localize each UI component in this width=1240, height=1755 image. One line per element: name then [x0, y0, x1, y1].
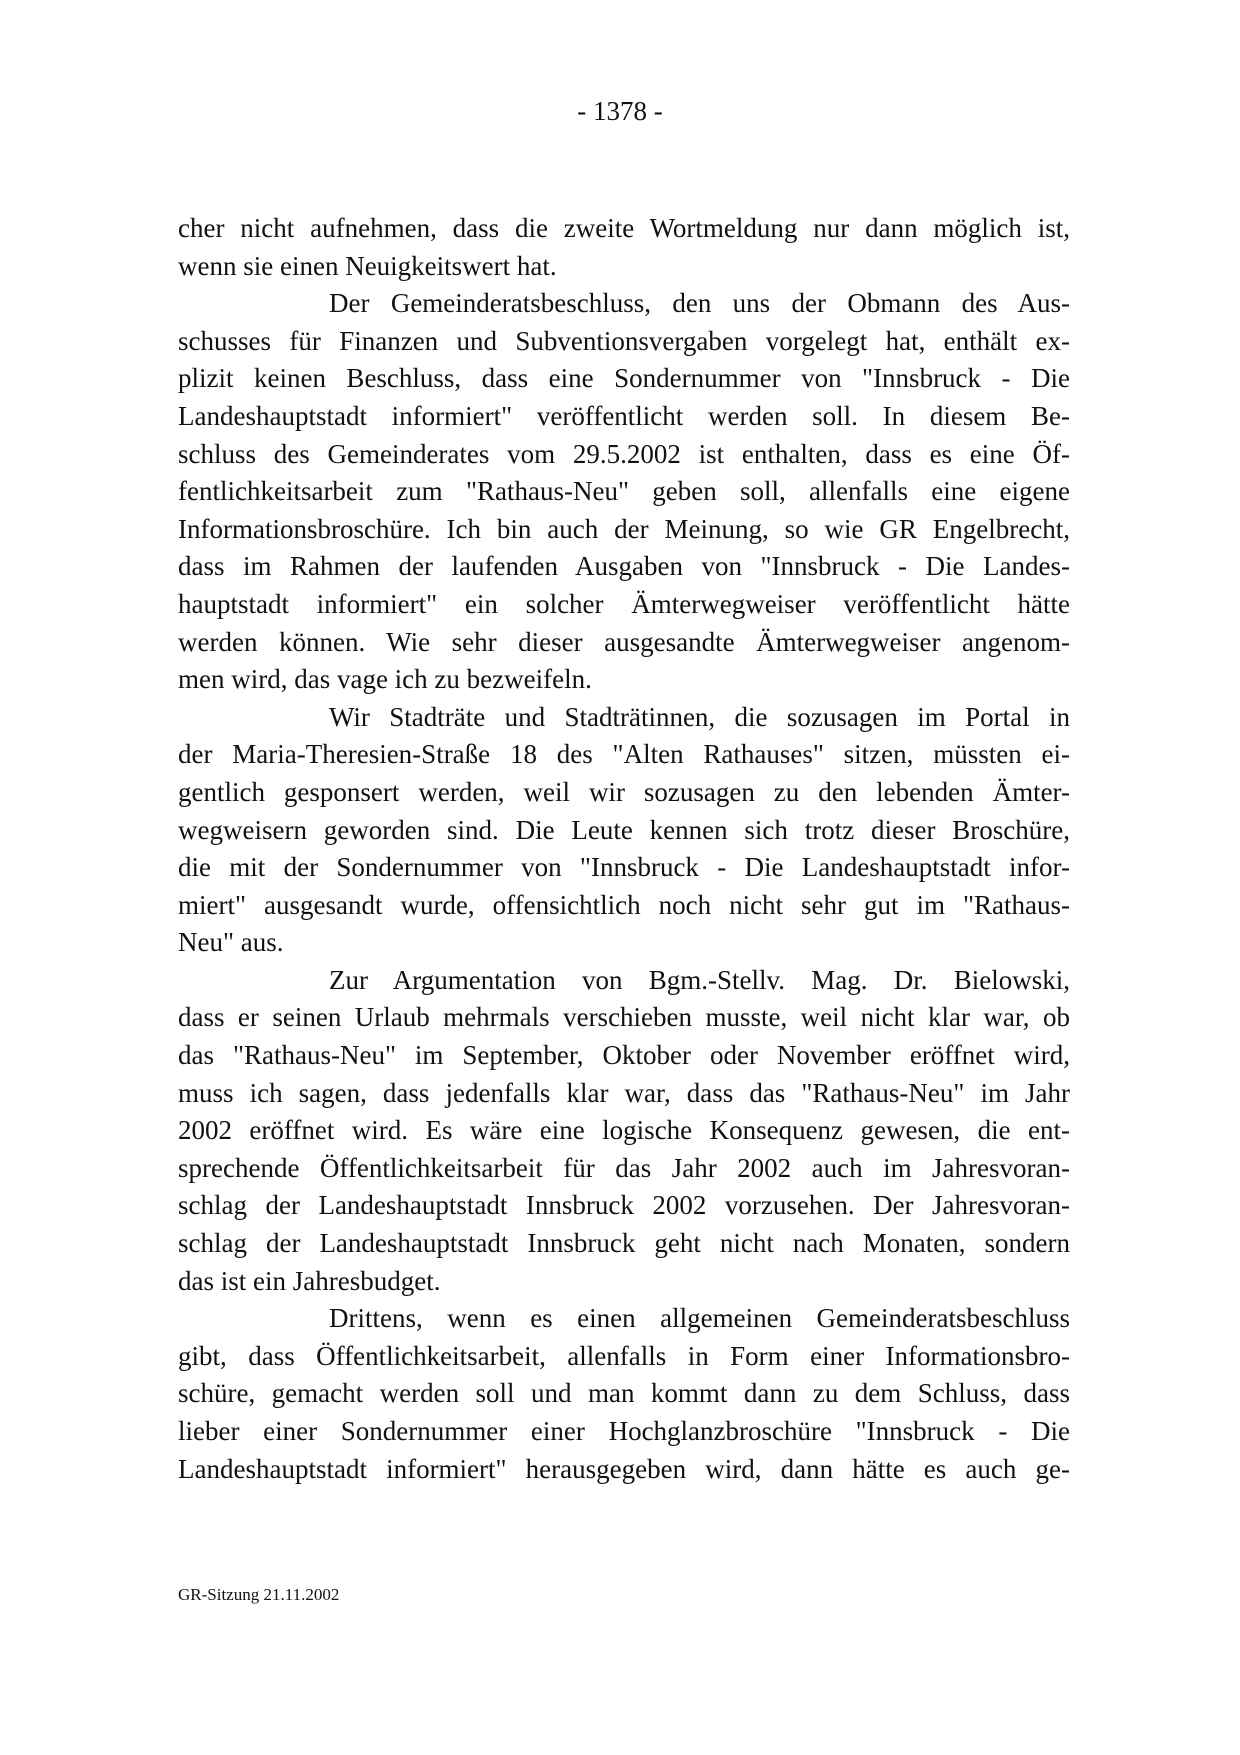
text-line: Neu" aus.: [178, 927, 284, 958]
text-line: schusses für Finanzen und Subventionsvergaben vorgelegt hat, enthält ex-: [178, 325, 1070, 356]
text-line: schluss des Gemeinderates vom 29.5.2002 ist enthalten, dass es eine Öf-: [178, 438, 1070, 469]
text-line: miert" ausgesandt wurde, offensichtlich noch nicht sehr gut im "Rathaus-: [178, 889, 1070, 920]
text-line: fentlichkeitsarbeit zum "Rathaus-Neu" geben soll, allenfalls eine eigene: [178, 476, 1070, 507]
text-line: 2002 eröffnet wird. Es wäre eine logische Konsequenz gewesen, die ent-: [178, 1115, 1070, 1146]
text-line: sprechende Öffentlichkeitsarbeit für das Jahr 2002 auch im Jahresvoran-: [178, 1152, 1070, 1183]
text-line: das "Rathaus-Neu" im September, Oktober oder November eröffnet wird,: [178, 1040, 1070, 1071]
footer-session-date: GR-Sitzung 21.11.2002: [178, 1585, 340, 1604]
text-line: schlag der Landeshauptstadt Innsbruck 2002 vorzusehen. Der Jahresvoran-: [178, 1190, 1070, 1221]
text-line: der Maria-Theresien-Straße 18 des "Alten Rathauses" sitzen, müssten ei-: [178, 739, 1070, 770]
text-line: muss ich sagen, dass jedenfalls klar war, dass das "Rathaus-Neu" im Jahr: [178, 1077, 1070, 1108]
text-line: gibt, dass Öffentlichkeitsarbeit, allenfalls in Form einer Informationsbro-: [178, 1340, 1070, 1371]
text-line: Zur Argumentation von Bgm.-Stellv. Mag. Dr. Bielowski,: [329, 964, 1070, 995]
text-line: Drittens, wenn es einen allgemeinen Gemeinderatsbeschluss: [329, 1303, 1070, 1334]
paragraph: [178, 962, 1070, 1300]
text-line: dass er seinen Urlaub mehrmals verschieben musste, weil nicht klar war, ob: [178, 1002, 1070, 1033]
text-line: men wird, das vage ich zu bezweifeln.: [178, 664, 592, 695]
text-line: das ist ein Jahresbudget.: [178, 1265, 441, 1296]
page-number: - 1378 -: [577, 96, 663, 126]
body-text: [178, 210, 1070, 1488]
paragraph: [178, 210, 1070, 285]
text-line: Informationsbroschüre. Ich bin auch der Meinung, so wie GR Engelbrecht,: [178, 513, 1070, 544]
text-line: werden können. Wie sehr dieser ausgesandte Ämterwegweiser angenom-: [178, 626, 1070, 657]
text-line: die mit der Sondernummer von "Innsbruck - Die Landeshauptstadt infor-: [178, 852, 1070, 883]
text-line: lieber einer Sondernummer einer Hochglanzbroschüre "Innsbruck - Die: [178, 1416, 1070, 1446]
text-line: wegweisern geworden sind. Die Leute kennen sich trotz dieser Broschüre,: [178, 814, 1070, 845]
text-line: wenn sie einen Neuigkeitswert hat.: [178, 250, 557, 281]
text-line: schüre, gemacht werden soll und man kommt dann zu dem Schluss, dass: [178, 1378, 1070, 1409]
text-line: Landeshauptstadt informiert" herausgegeben wird, dann hätte es auch ge-: [178, 1453, 1070, 1484]
text-line: Der Gemeinderatsbeschluss, den uns der Obmann des Aus-: [329, 288, 1070, 319]
paragraph: [178, 1300, 1070, 1488]
text-line: Landeshauptstadt informiert" veröffentlicht werden soll. In diesem Be-: [178, 400, 1070, 431]
text-line: cher nicht aufnehmen, dass die zweite Wortmeldung nur dann möglich ist,: [178, 213, 1070, 243]
text-line: plizit keinen Beschluss, dass eine Sondernummer von "Innsbruck - Die: [178, 363, 1070, 394]
text-line: Wir Stadträte und Stadträtinnen, die sozusagen im Portal in: [329, 701, 1070, 732]
text-line: hauptstadt informiert" ein solcher Ämterwegweiser veröffentlicht hätte: [178, 588, 1070, 619]
text-line: schlag der Landeshauptstadt Innsbruck geht nicht nach Monaten, sondern: [178, 1228, 1070, 1259]
paragraph: [178, 285, 1070, 699]
text-line: dass im Rahmen der laufenden Ausgaben von "Innsbruck - Die Landes-: [178, 551, 1070, 582]
text-line: gentlich gesponsert werden, weil wir sozusagen zu den lebenden Ämter-: [178, 776, 1070, 807]
paragraph: [178, 699, 1070, 962]
